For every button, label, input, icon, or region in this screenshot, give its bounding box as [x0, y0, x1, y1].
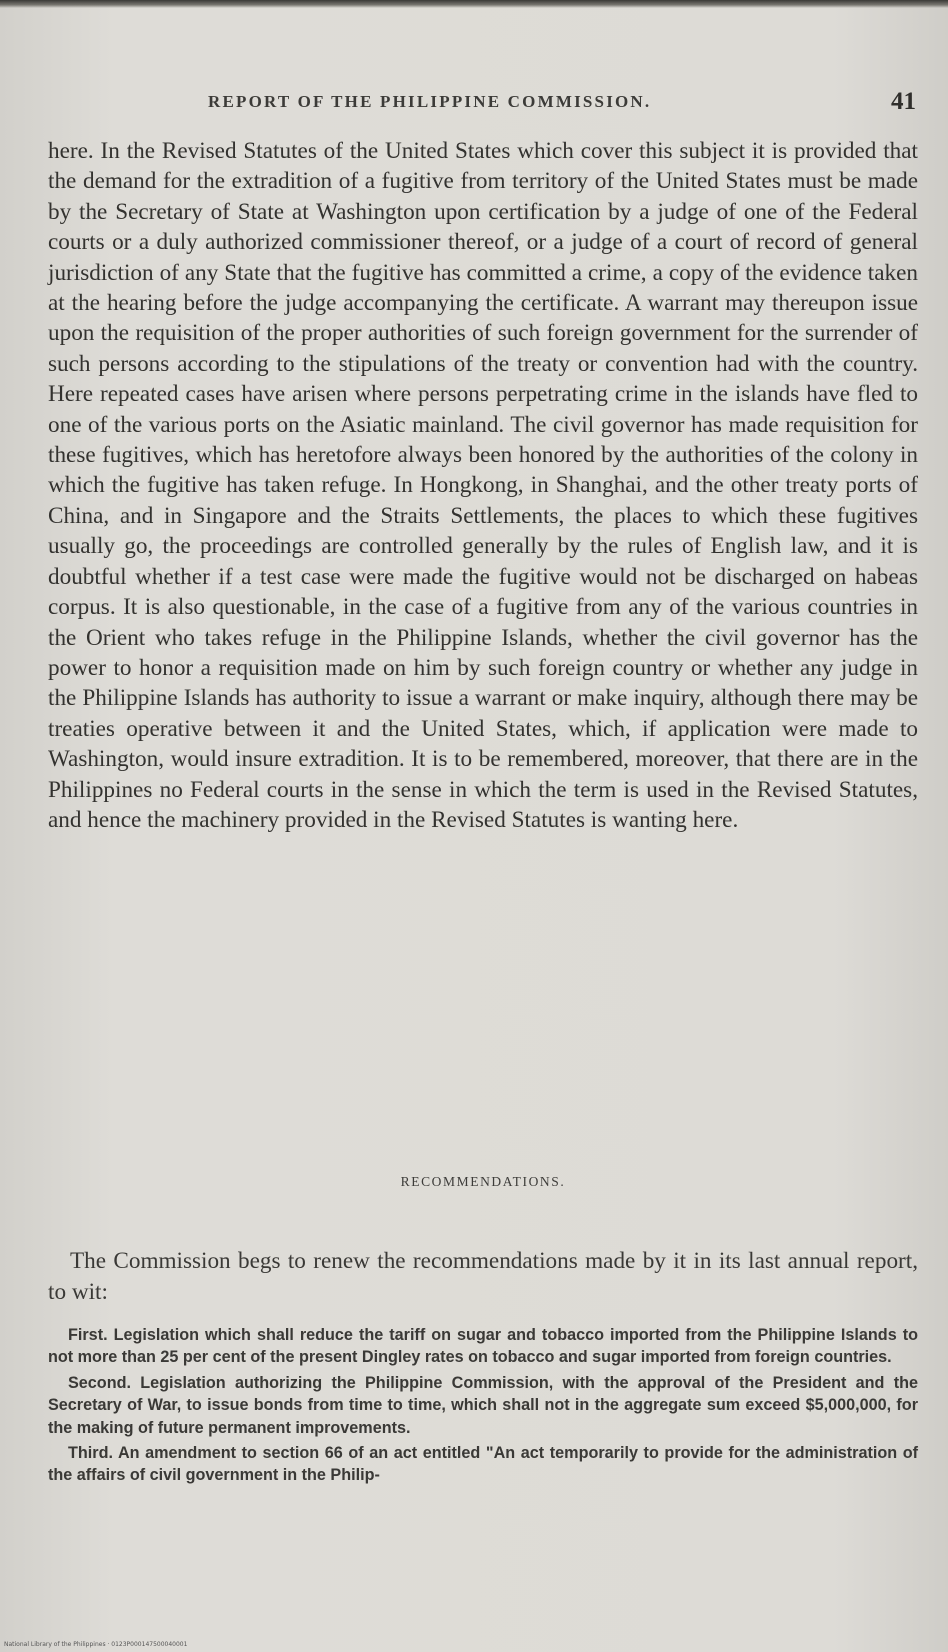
scan-top-edge: [0, 0, 948, 8]
body-paragraph: here. In the Revised Statutes of the United States which cover this subject it is provided that the demand for the extradition of a fugitive from territory of the United States must be made by the Secretary of State at Washington upon certification by a judge of one of the Federal courts or a duly authorized commissioner thereof, or a judge of a court of record of general jurisdiction of any State that the fugitive has committed a crime, a copy of the evidence taken at the hearing before the judge accompanying the certificate. A warrant may thereupon issue upon the requisition of the proper authorities of such foreign government for the surrender of such persons according to the stipulations of the treaty or convention had with the country. Here repeated cases have arisen where persons perpetrating crime in the islands have fled to one of the various ports on the Asiatic mainland. The civil governor has made requisition for these fugitives, which has heretofore always been honored by the authorities of the colony in which the fugitive has taken refuge. In Hongkong, in Shanghai, and the other treaty ports of China, and in Singapore and the Straits Settlements, the places to which these fugitives usually go, the proceedings are controlled generally by the rules of English law, and it is doubtful whether if a test case were made the fugitive would not be discharged on habeas corpus. It is also questionable, in the case of a fugitive from any of the various countries in the Orient who takes refuge in the Philippine Islands, whether the civil governor has the power to honor a requisition made on him by such foreign country or whether any judge in the Philippine Islands has authority to issue a warrant or make inquiry, although there may be treaties operative between it and the United States, which, if application were made to Washington, would insure extradition. It is to be remembered, moreover, that there are in the Philippines no Federal courts in the sense in which the term is used in the Revised Statutes, and hence the machinery provided in the Revised Statutes is wanting here.: [48, 138, 918, 833]
scan-footer-note: National Library of the Philippines · 0123P000147500040001: [4, 1641, 188, 1648]
intro-paragraph: The Commission begs to renew the recommendations made by it in its last annual report, to wit:: [48, 1248, 918, 1305]
recommendation-item: First. Legislation which shall reduce the tariff on sugar and tobacco imported from the Philippine Islands to not more than 25 per cent of the present Dingley rates on tobacco and sugar imported from foreign countries.: [48, 1326, 918, 1367]
recommendation-item: Third. An amendment to section 66 of an act entitled "An act temporarily to provide for the administration of the affairs of civil government in the Philip-: [48, 1444, 918, 1485]
page-number: 41: [891, 88, 916, 115]
recommendations-intro: [48, 1246, 918, 1307]
page-header: [48, 88, 918, 116]
section-heading: RECOMMENDATIONS.: [400, 1174, 566, 1189]
recommendations-list: [48, 1324, 918, 1490]
body-text: [48, 136, 918, 835]
running-head: REPORT OF THE PHILIPPINE COMMISSION.: [208, 92, 652, 111]
recommendation-item: Second. Legislation authorizing the Philippine Commission, with the approval of the President and the Secretary of War, to issue bonds from time to time, which shall not in the aggregate sum exceed $5,000,000, for the making of future permanent improvements.: [48, 1373, 918, 1437]
